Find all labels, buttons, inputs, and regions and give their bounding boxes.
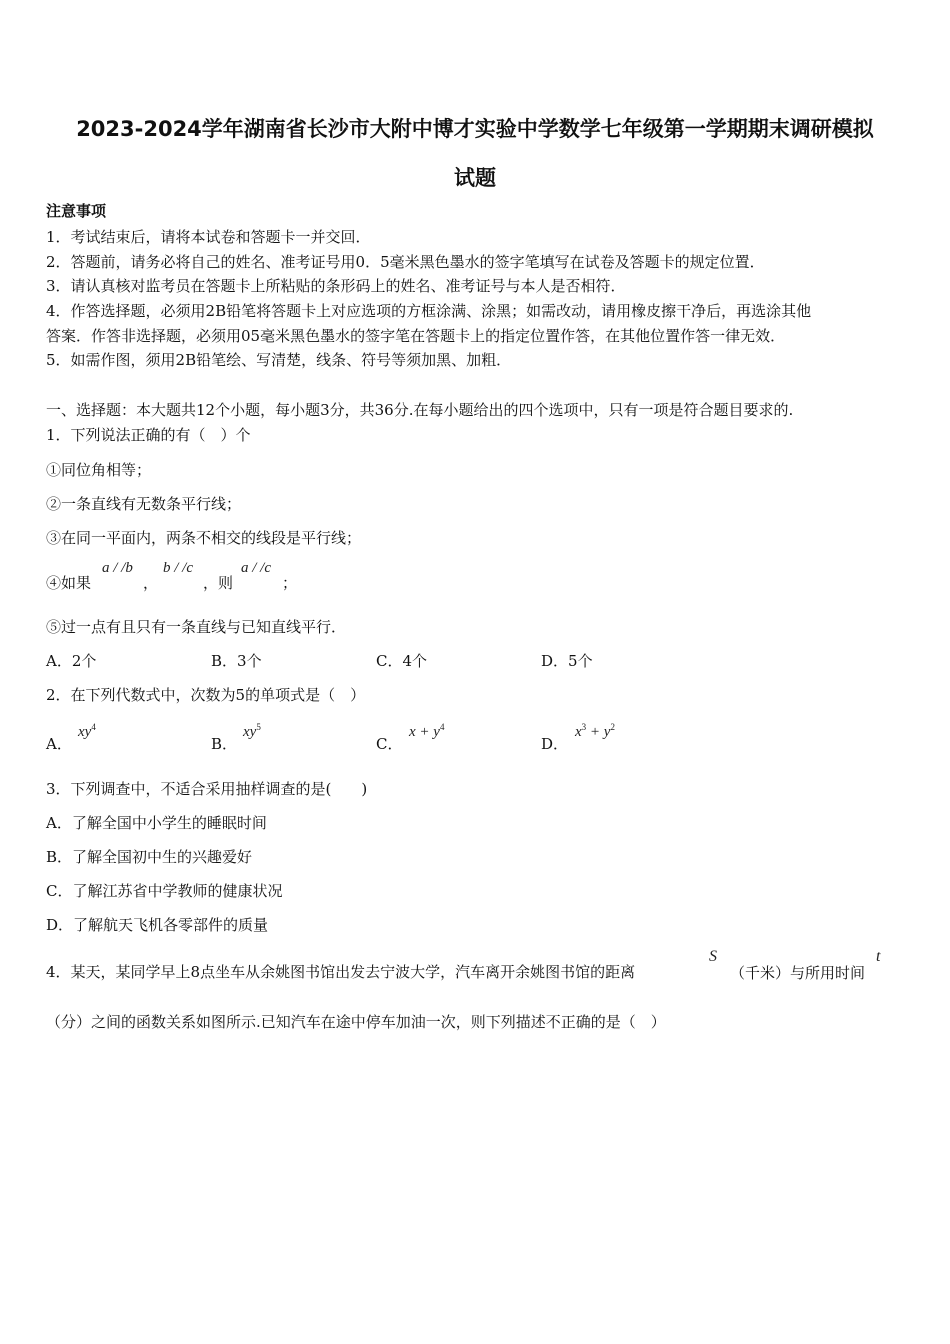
q1-option-b: B．3个 (211, 652, 262, 670)
q1-math-a-parallel-c: a / /c (241, 560, 271, 576)
q2-option-a-label: A． (46, 735, 72, 753)
q2-option-a-expr: $xy^4$ (78, 722, 96, 740)
q1-statement-4-prefix: ④如果 (46, 574, 92, 592)
q2-option-b-label: B． (211, 735, 238, 753)
q3-option-a: A．了解全国中小学生的睡眠时间 (46, 814, 267, 832)
q3-option-d: D．了解航天飞机各零部件的质量 (46, 916, 269, 934)
q4-var-t: t (876, 948, 881, 965)
q1-stem: 1．下列说法正确的有（ ）个 (46, 426, 251, 444)
q1-then: ，则 (203, 574, 234, 592)
q1-comma: ， (143, 574, 159, 592)
q4-var-s: S (709, 948, 717, 965)
q1-statement-3: ③在同一平面内，两条不相交的线段是平行线； (46, 529, 362, 547)
q1-statement-5: ⑤过一点有且只有一条直线与已知直线平行． (46, 618, 347, 636)
exam-title-line2: 试题 (454, 166, 496, 190)
q3-stem: 3．下列调查中，不适合采用抽样调查的是( ) (46, 780, 368, 798)
q4-stem-part1: 4．某天，某同学早上8点坐车从余姚图书馆出发去宁波大学，汽车离开余姚图书馆的距离 (46, 963, 636, 981)
notice-item: 1．考试结束后，请将本试卷和答题卡一并交回． (46, 228, 371, 246)
q2-option-c-label: C． (376, 735, 403, 753)
q2-option-d-label: D． (541, 735, 569, 753)
q1-semicolon: ； (282, 574, 298, 592)
q3-option-c: C．了解江苏省中学教师的健康状况 (46, 882, 283, 900)
notice-item: 5．如需作图，须用2B铅笔绘、写清楚，线条、符号等须加黑、加粗． (46, 351, 512, 369)
q1-statement-2: ②一条直线有无数条平行线； (46, 495, 242, 513)
q2-option-d-expr: $x^3 + y^2$ (575, 722, 615, 740)
q1-statement-1: ①同位角相等； (46, 461, 152, 479)
notice-item: 3．请认真核对监考员在答题卡上所粘贴的条形码上的姓名、准考证号与本人是否相符． (46, 277, 626, 295)
notice-item: 4．作答选择题，必须用2B铅笔将答题卡上对应选项的方框涂满、涂黑；如需改动，请用橡皮擦干净后，再选涂其他 (46, 302, 812, 320)
q4-stem-part2: （分）之间的函数关系如图所示.已知汽车在途中停车加油一次，则下列描述不正确的是（ ） (46, 1013, 666, 1031)
q2-option-b-expr: $xy^5$ (243, 722, 261, 740)
notice-heading: 注意事项 (46, 202, 107, 220)
q4-unit-text: （千米）与所用时间 (730, 964, 866, 982)
q3-option-b: B．了解全国初中生的兴趣爱好 (46, 848, 253, 866)
q2-option-c-expr: $x + y^4$ (409, 722, 445, 740)
notice-item: 答案．作答非选择题，必须用05毫米黑色墨水的签字笔在答题卡上的指定位置作答，在其他位置作答一律无效． (46, 327, 786, 345)
q1-option-c: C．4个 (376, 652, 428, 670)
q2-stem: 2．在下列代数式中，次数为5的单项式是（ ） (46, 686, 366, 704)
section-heading: 一、选择题：本大题共12个小题，每小题3分，共36分.在每小题给出的四个选项中，只有一项是符合题目要求的. (46, 401, 794, 419)
notice-item: 2．答题前，请务必将自己的姓名、准考证号用0．5毫米黑色墨水的签字笔填写在试卷及答题卡的规定位置． (46, 253, 765, 271)
q1-option-a: A．2个 (46, 652, 97, 670)
exam-title-line1: 2023-2024学年湖南省长沙市大附中博才实验中学数学七年级第一学期期末调研模拟 (76, 117, 874, 141)
q1-math-b-parallel-c: b / /c (163, 560, 193, 576)
q1-math-a-parallel-b: a / /b (102, 560, 133, 576)
q1-option-d: D．5个 (541, 652, 593, 670)
